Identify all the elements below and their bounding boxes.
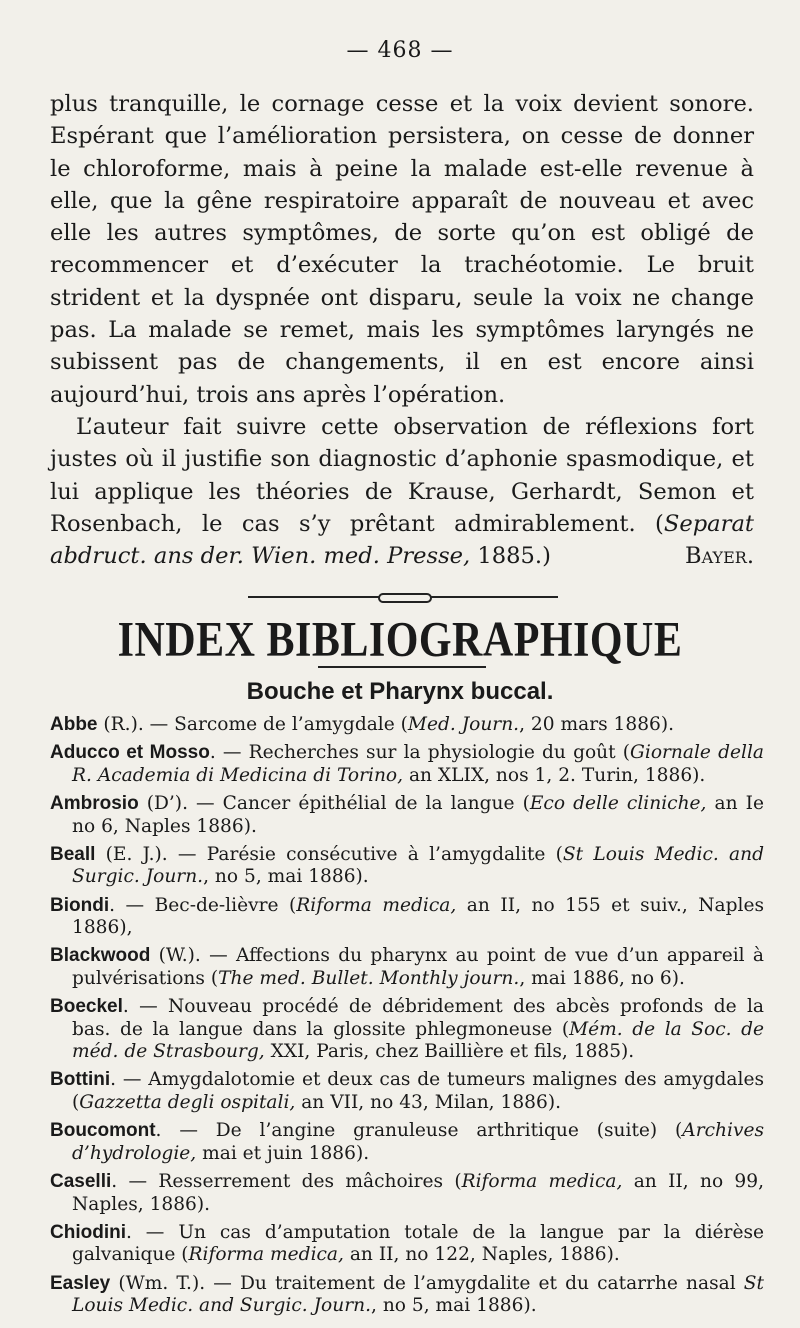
reference-entry (50, 742, 764, 787)
reference-details: an XLIX, nos 1, 2. Turin, 1886). (403, 764, 706, 786)
reference-author: Blackwood (50, 945, 151, 967)
reference-author: Biondi (50, 894, 110, 916)
reference-source: Med. Journ. (407, 714, 520, 735)
reference-details: , 20 mars 1886). (519, 714, 675, 735)
title-rule (318, 666, 486, 668)
index-title: INDEX BIBLIOGRAPHIQUE (117, 613, 683, 668)
reference-entry (50, 1171, 764, 1216)
reference-details: , no 5, mai 1886). (203, 866, 369, 888)
reference-text: . — Un cas d’amputation totale de la langue par la diérèse galvanique ( (72, 1221, 764, 1266)
reference-text: . — De l’angine granuleuse arthritique (suite) ( (155, 1120, 683, 1142)
reference-source: St Louis Medic. and Surgic. Journ. (72, 843, 764, 888)
reference-details: mai et juin 1886). (196, 1142, 370, 1164)
paragraph-2-tail: 1885.) (470, 543, 551, 570)
reference-details: an VII, no 43, Milan, 1886). (295, 1092, 561, 1114)
reference-details: an Ie no 6, Naples 1886). (72, 792, 764, 837)
reference-source: Eco delle cliniche, (529, 792, 707, 814)
reference-details: an II, no 99, Naples, 1886). (72, 1171, 765, 1215)
reference-author: Aducco et Mosso (50, 742, 210, 764)
reference-text: . — Bec-de-lièvre ( (109, 894, 297, 916)
reference-entry (50, 996, 764, 1064)
reference-entry (50, 945, 764, 990)
reference-source: Archives d’hydrologie, (72, 1120, 764, 1164)
paragraph-1-text: plus tranquille, le cornage cesse et la voix devient sonore. Espérant que l’amélioration persistera, on cesse de donner le chloroforme, mais à peine la malade est-elle revenue à elle, que la gêne respiratoire apparaît de nouveau et avec elle les autres symptômes, de sorte qu’on est obligé de recommencer et d’exécuter la trachéotomie. Le bruit strident et la dyspnée ont disparu, seule la voix ne change pas. La malade se remet, mais les symptômes laryngés ne subissent pas de changements, il en est encore ainsi aujourd’hui, trois ans après l’opération. (50, 91, 754, 408)
reference-text: (E. J.). — Parésie consécutive à l’amygdalite ( (95, 843, 563, 865)
page-number: — 468 — (346, 38, 454, 63)
reference-text: . — Nouveau procédé de débridement des abcès profonds de la bas. de la langue dans la glossite phlegmoneuse ( (72, 996, 764, 1040)
reference-details: an II, no 155 et suiv., Naples 1886), (72, 894, 764, 939)
reference-source: Riforma medica, (461, 1171, 623, 1193)
reference-author: Boucomont (50, 1120, 156, 1142)
reference-entry (50, 1222, 764, 1267)
reference-text: . — Resserrement des mâchoires ( (111, 1171, 462, 1193)
reference-source: Mém. de la Soc. de méd. de Strasbourg, (72, 1018, 765, 1063)
section-title: Bouche et Pharynx buccal. (246, 678, 554, 705)
reference-details: an II, no 122, Naples, 1886). (343, 1244, 620, 1266)
paragraph-2 (50, 411, 754, 572)
reference-author: Bottini (50, 1069, 111, 1091)
reference-source: The med. Bullet. Monthly journ. (218, 967, 520, 989)
reference-source: Riforma medica, (296, 894, 457, 916)
reference-details: XXI, Paris, chez Baillière et fils, 1885). (264, 1041, 635, 1063)
reference-author: Abbe (50, 714, 98, 735)
reference-text: . — Recherches sur la physiologie du goût ( (209, 742, 631, 764)
reference-entry (50, 793, 764, 838)
reference-author: Easley (50, 1272, 111, 1294)
reference-details: , mai 1886, no 6). (519, 967, 685, 989)
reference-text: (R.). — Sarcome de l’amygdale ( (97, 714, 408, 735)
reference-entry (50, 714, 764, 737)
reference-list (50, 714, 764, 1323)
reference-entry (50, 844, 764, 889)
reference-text: . — Amygdalotomie et deux cas de tumeurs malignes des amygdales ( (72, 1069, 764, 1114)
reference-entry (50, 895, 764, 940)
paragraph-2-citation: Separat abdruct. ans der. Wien. med. Presse, (50, 510, 754, 570)
signature: Bayer. (685, 543, 754, 570)
reference-author: Beall (50, 843, 96, 865)
reference-author: Boeckel (50, 996, 123, 1018)
reference-details: , no 5, mai 1886). (371, 1295, 537, 1317)
reference-text: (Wm. T.). — Du traitement de l’amygdalite et du catarrhe nasal (110, 1272, 744, 1294)
ornament-knot (378, 593, 432, 603)
reference-entry (50, 1273, 764, 1318)
reference-author: Ambrosio (50, 792, 139, 814)
reference-source: Giornale della R. Academia di Medicina di Torino, (72, 742, 764, 786)
reference-entry (50, 1069, 764, 1114)
paragraph-2-text: L’auteur fait suivre cette observation de réflexions fort justes où il justifie son diagnostic d’aphonie spasmodique, et lui applique les théories de Krause, Gerhardt, Semon et Rosenbach, le cas s’y prêtant admirablement. ( (50, 413, 754, 537)
reference-text: (D’). — Cancer épithélial de la langue ( (138, 792, 530, 814)
reference-entry (50, 1120, 764, 1165)
reference-source: Gazzetta degli ospitali, (79, 1092, 296, 1114)
body-text (50, 88, 754, 572)
reference-text: (W.). — Affections du pharynx au point de vue d’un appareil à pulvérisations ( (72, 945, 764, 989)
reference-source: St Louis Medic. and Surgic. Journ. (72, 1272, 764, 1317)
reference-author: Caselli (50, 1171, 112, 1193)
reference-author: Chiodini (50, 1221, 126, 1243)
paragraph-1 (50, 88, 754, 411)
reference-source: Riforma medica, (188, 1244, 344, 1266)
ornament-rule (248, 594, 558, 600)
